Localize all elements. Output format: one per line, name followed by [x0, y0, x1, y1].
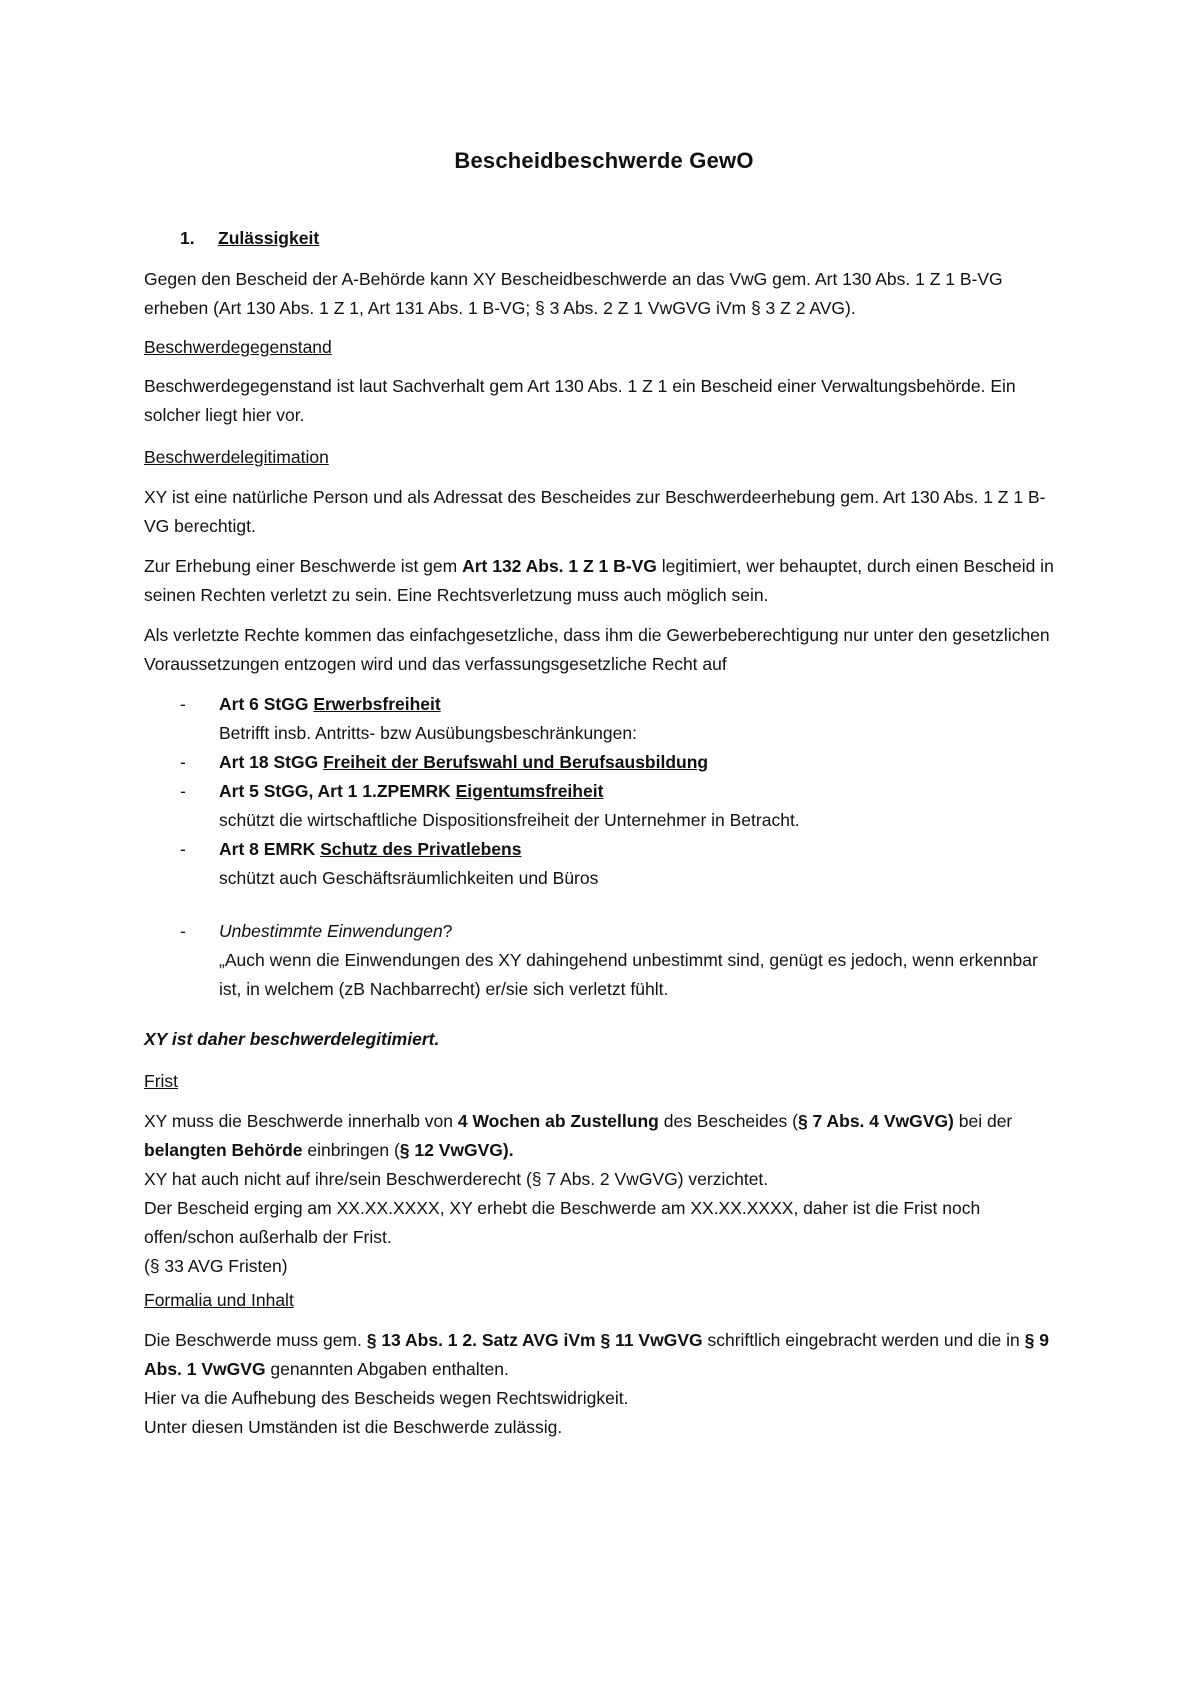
frist-line-2: XY hat auch nicht auf ihre/sein Beschwerderecht (§ 7 Abs. 2 VwGVG) verzichtet. [144, 1169, 769, 1189]
frist-paragraph [144, 1107, 1064, 1281]
subheading-formalia: Formalia und Inhalt [144, 1290, 294, 1310]
subheading-legitimation: Beschwerdelegitimation [144, 447, 329, 467]
section-heading [144, 224, 1064, 253]
legitimation-conclusion: XY ist daher beschwerdelegitimiert. [144, 1029, 440, 1049]
list-item: - Unbestimmte Einwendungen? „Auch wenn die Einwendungen des XY dahingehend unbestimmt sind, genügt es jedoch, wenn erkennbar ist, in welchem (zB Nachbarrecht) er/sie sich verletzt fühlt. [180, 921, 1038, 999]
document-title: Bescheidbeschwerde GewO [454, 148, 754, 173]
intro-paragraph: Gegen den Bescheid der A-Behörde kann XY Bescheidbeschwerde an das VwG gem. Art 130 Abs. 1 Z 1 B-VG erheben (Art 130 Abs. 1 Z 1, Art 131 Abs. 1 B-VG; § 3 Abs. 2 Z 1 VwGVG iVm § 3 Z 2 AVG). [144, 269, 1003, 318]
frist-line-3: Der Bescheid erging am XX.XX.XXXX, XY erhebt die Beschwerde am XX.XX.XXXX, daher ist die Frist noch offen/schon außerhalb der Frist. [144, 1198, 981, 1247]
list-spacer [144, 893, 1064, 917]
section-title: Zulässigkeit [218, 228, 320, 248]
section-number: 1. [180, 228, 195, 248]
list-item: - Art 8 EMRK Schutz des Privatlebens schützt auch Geschäftsräumlichkeiten und Büros [180, 839, 599, 888]
legitimation-paragraph-3: Als verletzte Rechte kommen das einfachgesetzliche, dass ihm die Gewerbeberechtigung nur unter den gesetzlichen Voraussetzungen entzogen wird und das verfassungsgesetzliche Recht auf [144, 625, 1050, 674]
frist-line-1: XY muss die Beschwerde innerhalb von 4 Wochen ab Zustellung des Bescheides (§ 7 Abs. 4 VwGVG) bei der belangten Behörde einbringen (§ 12 VwGVG). [144, 1111, 1013, 1160]
subheading-gegenstand: Beschwerdegegenstand [144, 337, 332, 357]
list-item: - Art 5 StGG, Art 1 1.ZPEMRK Eigentumsfreiheit schützt die wirtschaftliche Dispositionsfreiheit der Unternehmer in Betracht. [180, 781, 800, 830]
formalia-line-3: Unter diesen Umständen ist die Beschwerde zulässig. [144, 1417, 563, 1437]
subheading-frist: Frist [144, 1071, 179, 1091]
gegenstand-paragraph: Beschwerdegegenstand ist laut Sachverhalt gem Art 130 Abs. 1 Z 1 ein Bescheid einer Verwaltungsbehörde. Ein solcher liegt hier vor. [144, 376, 1016, 425]
list-item: - Art 6 StGG Erwerbsfreiheit Betrifft insb. Antritts- bzw Ausübungsbeschränkungen: [180, 694, 637, 743]
formalia-line-1: Die Beschwerde muss gem. § 13 Abs. 1 2. Satz AVG iVm § 11 VwGVG schriftlich eingebracht werden und die in § 9 Abs. 1 VwGVG genannten Abgaben enthalten. [144, 1330, 1049, 1379]
legitimation-paragraph-1: XY ist eine natürliche Person und als Adressat des Bescheides zur Beschwerdeerhebung gem. Art 130 Abs. 1 Z 1 B-VG berechtigt. [144, 487, 1046, 536]
rights-list [144, 690, 1064, 1004]
frist-line-4: (§ 33 AVG Fristen) [144, 1256, 288, 1276]
formalia-paragraph [144, 1326, 1064, 1442]
legitimation-paragraph-2: Zur Erhebung einer Beschwerde ist gem Art 132 Abs. 1 Z 1 B-VG legitimiert, wer behauptet, durch einen Bescheid in seinen Rechten verletzt zu sein. Eine Rechtsverletzung muss auch möglich sein. [144, 556, 1054, 605]
list-item: - Art 18 StGG Freiheit der Berufswahl und Berufsausbildung [180, 752, 709, 772]
formalia-line-2: Hier va die Aufhebung des Bescheids wegen Rechtswidrigkeit. [144, 1388, 629, 1408]
